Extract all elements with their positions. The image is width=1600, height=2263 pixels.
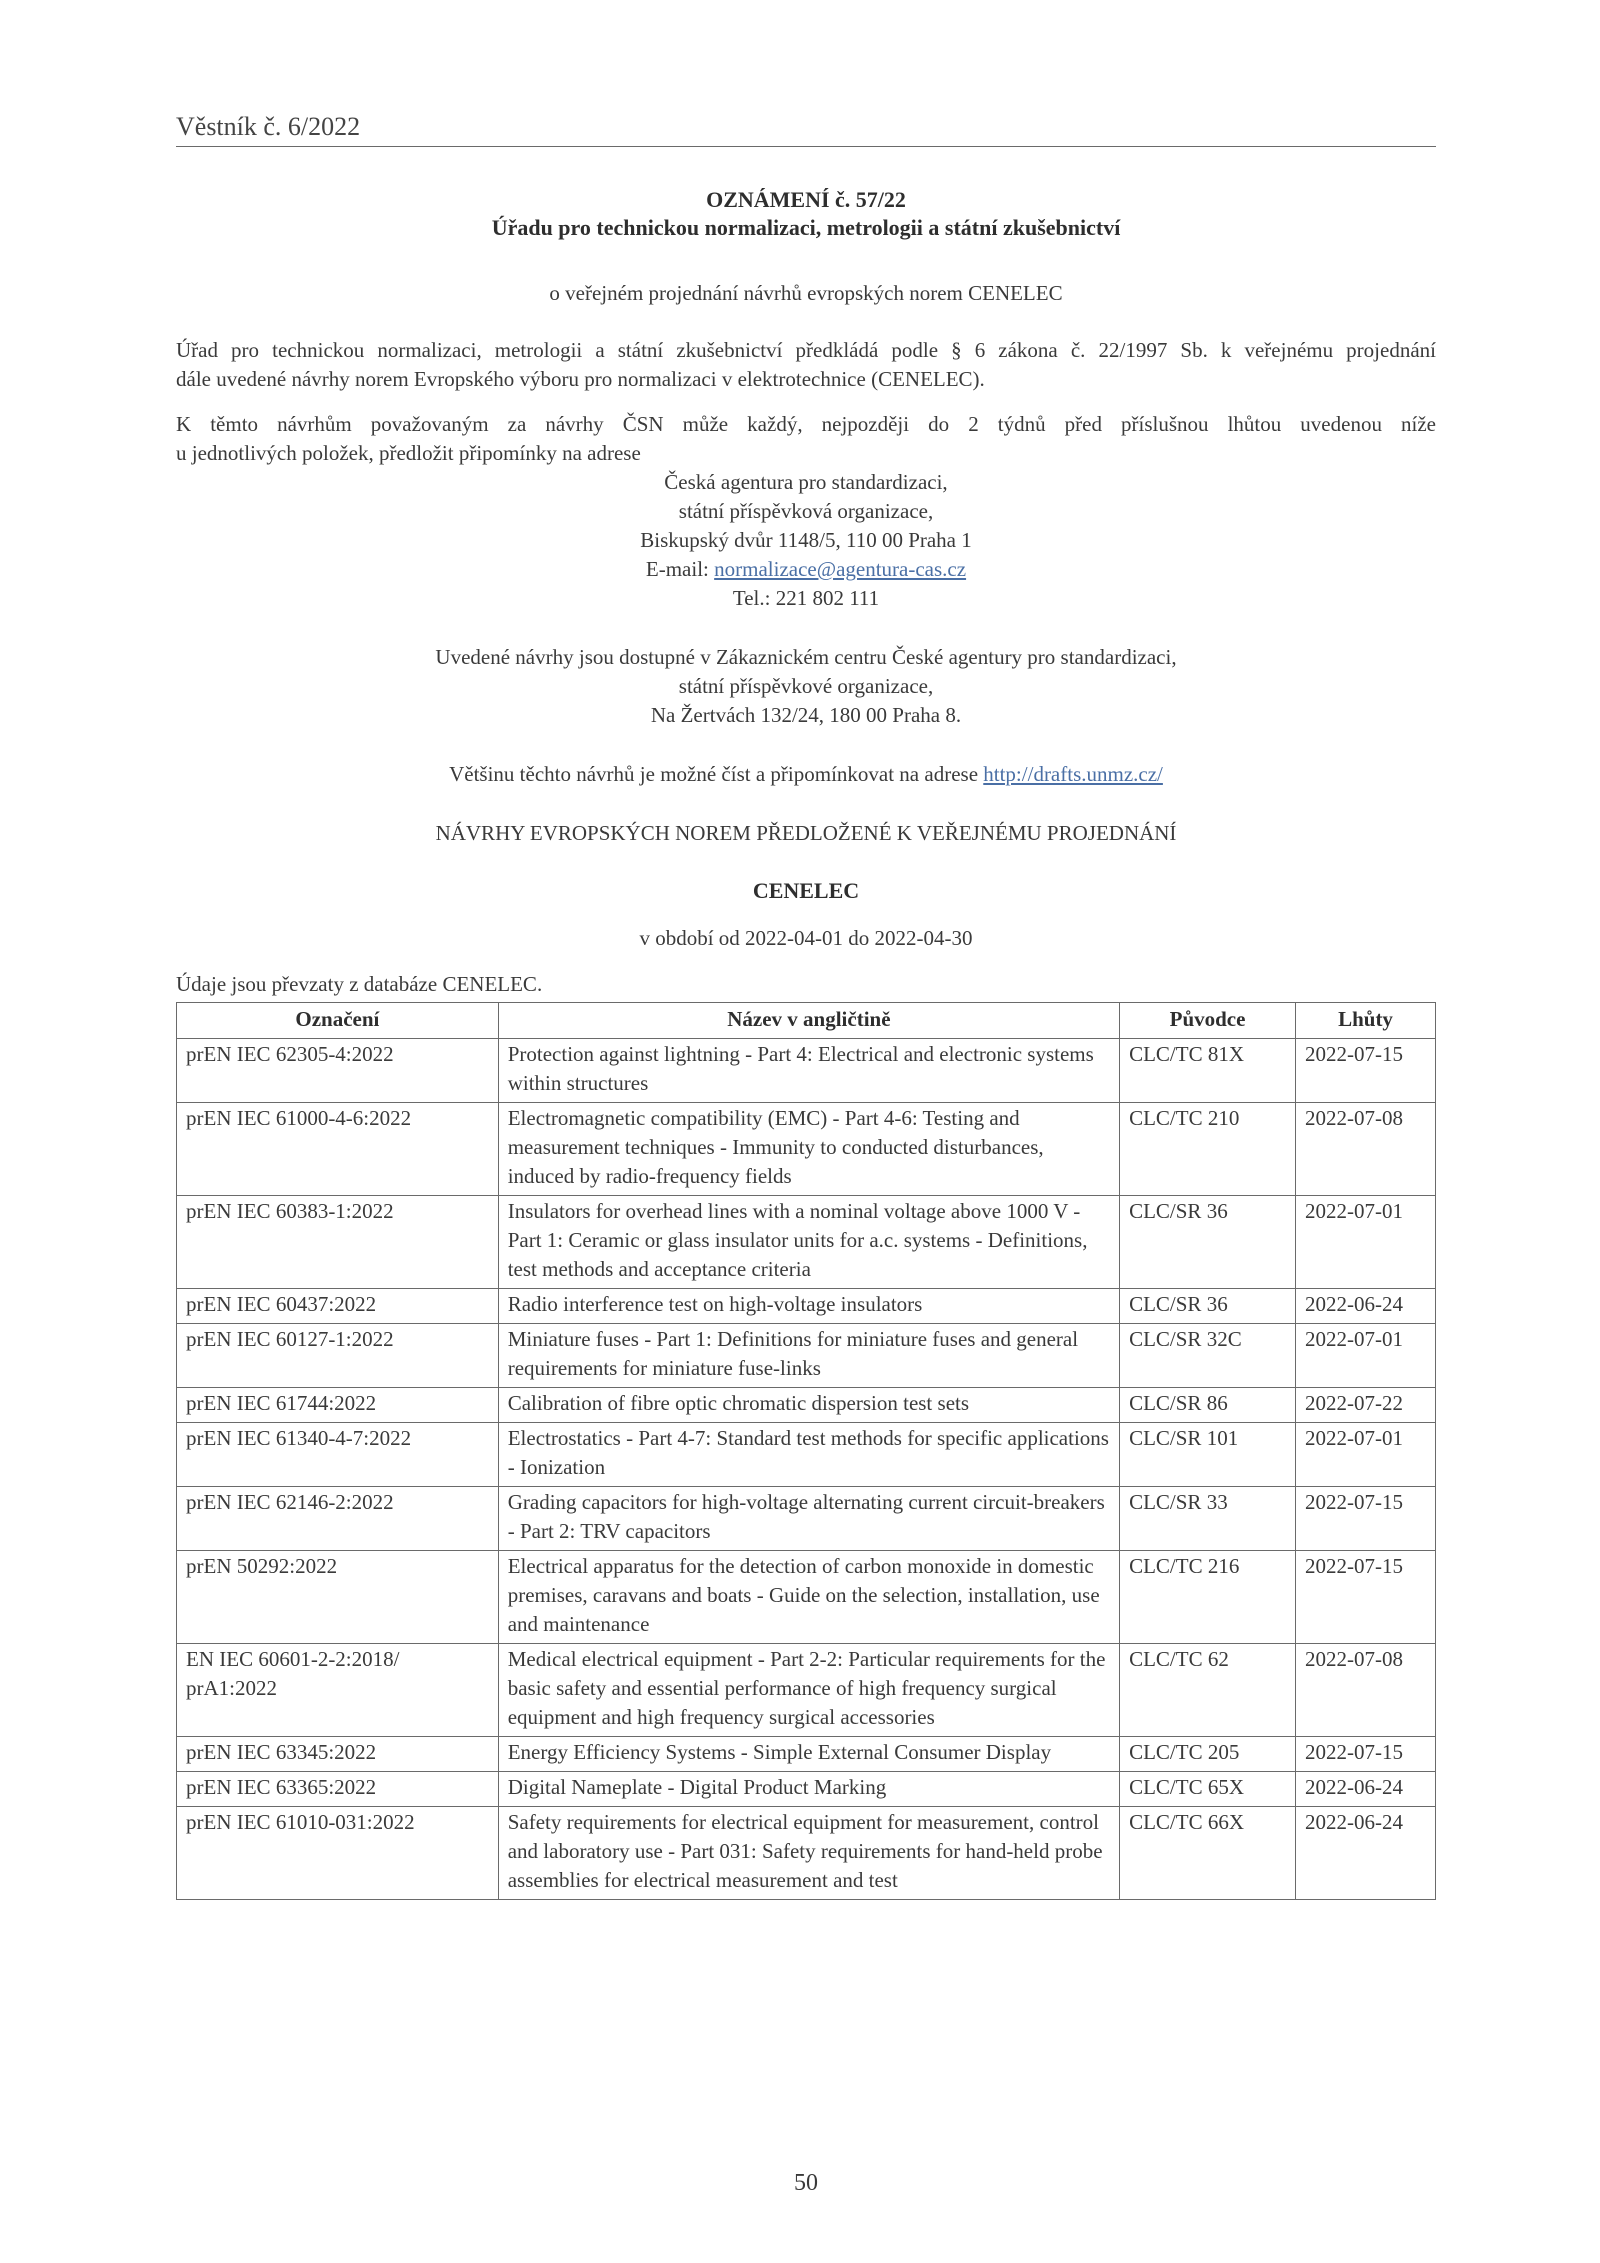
drafts-link[interactable]: http://drafts.unmz.cz/ — [983, 762, 1163, 786]
cell-originator: CLC/SR 36 — [1120, 1196, 1296, 1289]
table-header-row — [177, 1003, 1436, 1039]
cell-designation: prEN IEC 62305-4:2022 — [177, 1039, 499, 1103]
cell-english-title: Safety requirements for electrical equipment for measurement, control and laboratory use - Part 031: Safety requirements for hand-held probe assemblies for electrical measurement and test — [498, 1807, 1119, 1900]
period-range: v období od 2022-04-01 do 2022-04-30 — [639, 926, 973, 950]
availability-line-2: státní příspěvkové organizace, — [678, 674, 934, 698]
announcement-title — [176, 186, 1436, 242]
cell-english-title: Insulators for overhead lines with a nominal voltage above 1000 V - Part 1: Ceramic or glass insulator units for a.c. systems - Definitions, test methods and acceptance criteria — [498, 1196, 1119, 1289]
table-row — [177, 1487, 1436, 1551]
availability-block — [176, 643, 1436, 730]
cell-deadline: 2022-07-08 — [1296, 1103, 1436, 1196]
cell-deadline: 2022-07-15 — [1296, 1039, 1436, 1103]
issuing-office: Úřadu pro technickou normalizaci, metrologii a státní zkušebnictví — [491, 215, 1121, 240]
cell-english-title: Calibration of fibre optic chromatic dispersion test sets — [498, 1388, 1119, 1423]
cell-originator: CLC/TC 62 — [1120, 1644, 1296, 1737]
table-row — [177, 1551, 1436, 1644]
address-tel: Tel.: 221 802 111 — [732, 586, 880, 610]
cell-deadline: 2022-07-01 — [1296, 1324, 1436, 1388]
journal-title: Věstník č. 6/2022 — [176, 112, 361, 141]
table-row — [177, 1644, 1436, 1737]
table-body — [177, 1039, 1436, 1900]
header-deadline: Lhůty — [1296, 1003, 1436, 1039]
cell-english-title: Radio interference test on high-voltage insulators — [498, 1289, 1119, 1324]
header-originator: Původce — [1120, 1003, 1296, 1039]
cell-deadline: 2022-07-15 — [1296, 1551, 1436, 1644]
cell-designation: prEN IEC 60437:2022 — [177, 1289, 499, 1324]
cell-originator: CLC/TC 65X — [1120, 1772, 1296, 1807]
email-link[interactable]: normalizace@agentura-cas.cz — [714, 557, 967, 581]
cell-deadline: 2022-07-01 — [1296, 1423, 1436, 1487]
table-row — [177, 1289, 1436, 1324]
cell-deadline: 2022-07-15 — [1296, 1737, 1436, 1772]
cell-english-title: Miniature fuses - Part 1: Definitions for miniature fuses and general requirements for miniature fuse-links — [498, 1324, 1119, 1388]
address-street: Biskupský dvůr 1148/5, 110 00 Praha 1 — [640, 528, 972, 552]
norms-table — [176, 1002, 1436, 1900]
cell-english-title: Electromagnetic compatibility (EMC) - Part 4-6: Testing and measurement techniques - Immunity to conducted disturbances, induced by radio-frequency fields — [498, 1103, 1119, 1196]
address-email-line — [176, 555, 1436, 584]
organization-heading: CENELEC — [752, 878, 860, 903]
address-block — [176, 468, 1436, 613]
cell-english-title: Digital Nameplate - Digital Product Marking — [498, 1772, 1119, 1807]
address-org-1: Česká agentura pro standardizaci, — [664, 470, 948, 494]
comments-line-1: K těmto návrhům považovaným za návrhy ČSN může každý, nejpozději do 2 týdnů před příslušnou lhůtou uvedenou níže — [176, 412, 1436, 436]
cell-designation: EN IEC 60601-2-2:2018/ prA1:2022 — [177, 1644, 499, 1737]
cell-designation: prEN IEC 61000-4-6:2022 — [177, 1103, 499, 1196]
cell-english-title: Medical electrical equipment - Part 2-2: Particular requirements for the basic safety and essential performance of high frequency surgical equipment and high frequency surgical accessories — [498, 1644, 1119, 1737]
page-header — [176, 112, 1436, 147]
comments-paragraph — [176, 410, 1436, 468]
table-row — [177, 1103, 1436, 1196]
cell-originator: CLC/TC 81X — [1120, 1039, 1296, 1103]
page-number: 50 — [794, 2170, 818, 2196]
cell-english-title: Grading capacitors for high-voltage alternating current circuit-breakers - Part 2: TRV capacitors — [498, 1487, 1119, 1551]
cell-designation: prEN IEC 60383-1:2022 — [177, 1196, 499, 1289]
email-label: E-mail: — [645, 557, 715, 581]
announcement-number: OZNÁMENÍ č. 57/22 — [706, 187, 906, 212]
cell-originator: CLC/SR 32C — [1120, 1324, 1296, 1388]
cell-designation: prEN IEC 63345:2022 — [177, 1737, 499, 1772]
comments-line-2: u jednotlivých položek, předložit připomínky na adrese — [176, 441, 641, 465]
cell-english-title: Electrical apparatus for the detection of carbon monoxide in domestic premises, caravans and boats - Guide on the selection, installation, use and maintenance — [498, 1551, 1119, 1644]
cell-english-title: Protection against lightning - Part 4: Electrical and electronic systems within structures — [498, 1039, 1119, 1103]
cell-originator: CLC/TC 210 — [1120, 1103, 1296, 1196]
cell-originator: CLC/TC 205 — [1120, 1737, 1296, 1772]
cell-english-title: Electrostatics - Part 4-7: Standard test methods for specific applications - Ionization — [498, 1423, 1119, 1487]
table-row — [177, 1423, 1436, 1487]
header-designation: Označení — [177, 1003, 499, 1039]
source-note: Údaje jsou převzaty z databáze CENELEC. — [176, 972, 543, 996]
table-row — [177, 1039, 1436, 1103]
availability-line-1: Uvedené návrhy jsou dostupné v Zákaznickém centru České agentury pro standardizaci, — [435, 645, 1177, 669]
table-row — [177, 1807, 1436, 1900]
cell-originator: CLC/TC 216 — [1120, 1551, 1296, 1644]
table-row — [177, 1324, 1436, 1388]
cell-originator: CLC/SR 33 — [1120, 1487, 1296, 1551]
cell-designation: prEN IEC 63365:2022 — [177, 1772, 499, 1807]
intro-line-2: dále uvedené návrhy norem Evropského výboru pro normalizaci v elektrotechnice (CENELEC). — [176, 367, 985, 391]
intro-paragraph — [176, 336, 1436, 394]
cell-deadline: 2022-06-24 — [1296, 1772, 1436, 1807]
cell-designation: prEN IEC 62146-2:2022 — [177, 1487, 499, 1551]
document-page — [176, 0, 1436, 2263]
cell-deadline: 2022-07-08 — [1296, 1644, 1436, 1737]
table-row — [177, 1196, 1436, 1289]
section-heading: NÁVRHY EVROPSKÝCH NOREM PŘEDLOŽENÉ K VEŘEJNÉMU PROJEDNÁNÍ — [435, 821, 1177, 845]
cell-originator: CLC/SR 36 — [1120, 1289, 1296, 1324]
cell-deadline: 2022-06-24 — [1296, 1289, 1436, 1324]
cell-originator: CLC/TC 66X — [1120, 1807, 1296, 1900]
table-row — [177, 1772, 1436, 1807]
cell-deadline: 2022-07-01 — [1296, 1196, 1436, 1289]
cell-designation: prEN IEC 61340-4-7:2022 — [177, 1423, 499, 1487]
availability-line-3: Na Žertvách 132/24, 180 00 Praha 8. — [650, 703, 962, 727]
drafts-text: Většinu těchto návrhů je možné číst a připomínkovat na adrese — [449, 762, 984, 786]
address-org-2: státní příspěvková organizace, — [678, 499, 934, 523]
table-row — [177, 1388, 1436, 1423]
table-row — [177, 1737, 1436, 1772]
cell-designation: prEN IEC 61744:2022 — [177, 1388, 499, 1423]
header-english-title: Název v angličtině — [498, 1003, 1119, 1039]
announcement-subtitle: o veřejném projednání návrhů evropských norem CENELEC — [549, 281, 1063, 305]
cell-deadline: 2022-07-22 — [1296, 1388, 1436, 1423]
cell-deadline: 2022-06-24 — [1296, 1807, 1436, 1900]
cell-english-title: Energy Efficiency Systems - Simple External Consumer Display — [498, 1737, 1119, 1772]
cell-originator: CLC/SR 101 — [1120, 1423, 1296, 1487]
cell-deadline: 2022-07-15 — [1296, 1487, 1436, 1551]
cell-designation: prEN 50292:2022 — [177, 1551, 499, 1644]
cell-originator: CLC/SR 86 — [1120, 1388, 1296, 1423]
cell-designation: prEN IEC 60127-1:2022 — [177, 1324, 499, 1388]
intro-line-1: Úřad pro technickou normalizaci, metrologii a státní zkušebnictví předkládá podle § 6 zákona č. 22/1997 Sb. k veřejnému projednání — [176, 338, 1436, 362]
drafts-line — [176, 760, 1436, 789]
cell-designation: prEN IEC 61010-031:2022 — [177, 1807, 499, 1900]
